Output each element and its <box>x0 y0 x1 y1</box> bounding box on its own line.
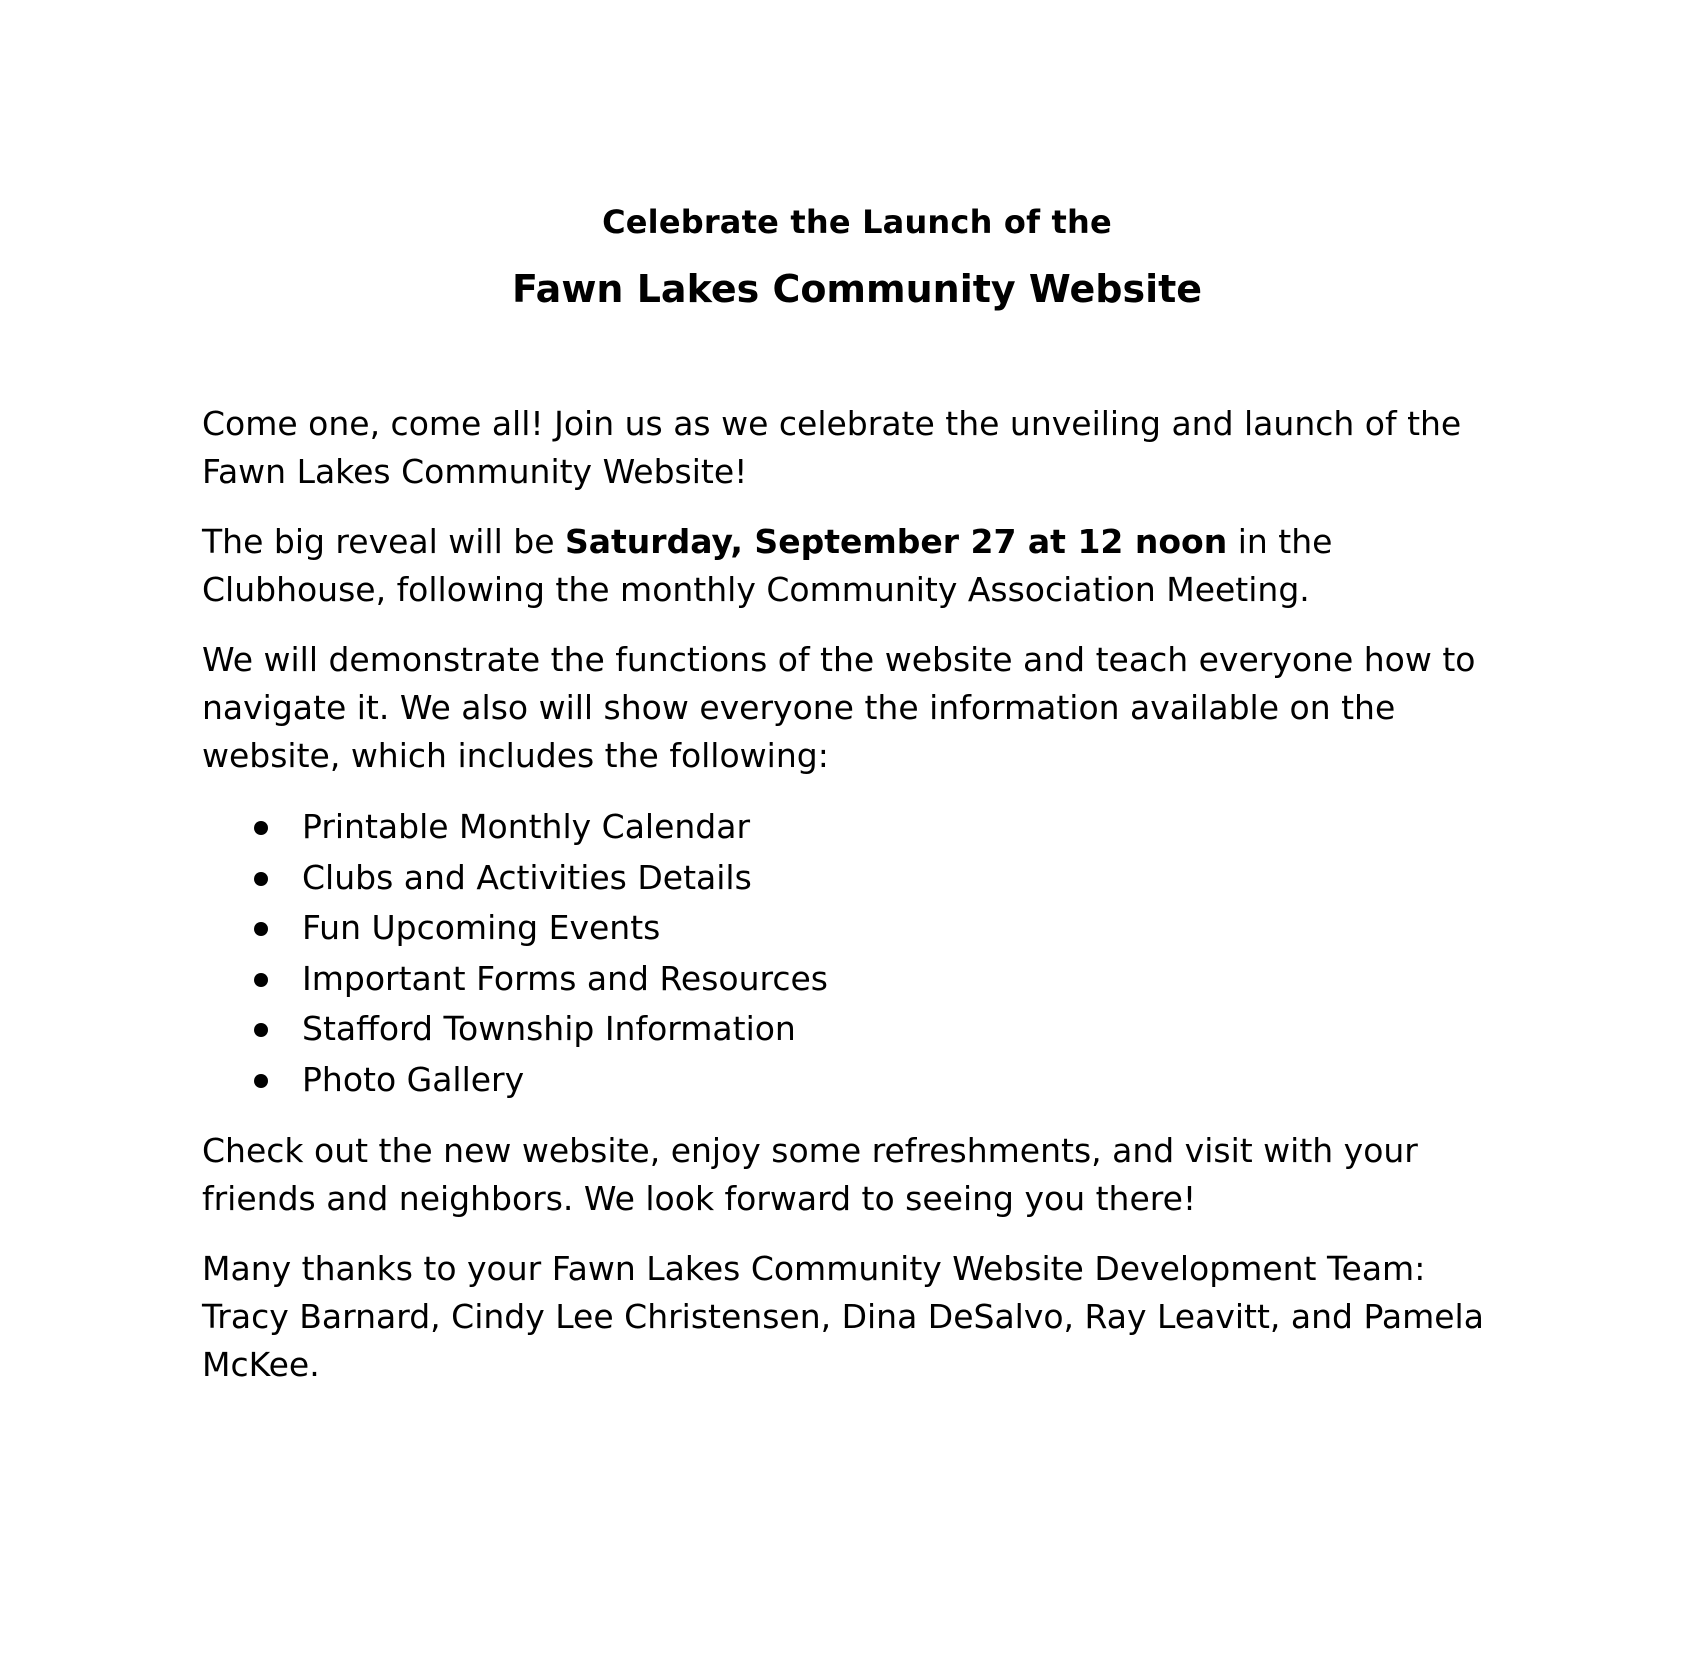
thanks-paragraph: Many thanks to your Fawn Lakes Community Website Development Team: Tracy Barnard, Cindy Lee Christensen, Dina DeSalvo, Ray Leavitt, and Pamela McKee. <box>202 1249 1484 1384</box>
reveal-paragraph <box>202 518 1512 614</box>
feature-label: Stafford Township Information <box>302 1009 796 1048</box>
page-title: Fawn Lakes Community Website <box>511 267 1203 311</box>
bullet-icon <box>254 973 268 987</box>
feature-label: Clubs and Activities Details <box>302 857 752 897</box>
reveal-suffix: in the Clubhouse, following the monthly Community Association Meeting. <box>202 522 1333 609</box>
reveal-date-time: Saturday, September 27 at 12 noon <box>565 522 1228 561</box>
feature-label: Important Forms and Resources <box>302 958 829 998</box>
list-item <box>202 903 1512 954</box>
list-item <box>202 802 1512 853</box>
bullet-icon <box>254 1074 268 1088</box>
feature-label: Fun Upcoming Events <box>302 908 661 947</box>
heading-eyebrow: Celebrate the Launch of the <box>602 203 1112 241</box>
flyer-page <box>202 200 1512 1411</box>
closing-paragraph: Check out the new website, enjoy some refreshments, and visit with your friends and neighbors. We look forward to seeing you there! <box>202 1131 1418 1218</box>
feature-label: Photo Gallery <box>302 1059 525 1099</box>
list-item <box>202 1004 1512 1055</box>
demo-paragraph: We will demonstrate the functions of the website and teach everyone how to navigate it. We also will show everyone the information available on the website, which includes the following: <box>202 640 1476 775</box>
features-list <box>202 802 1512 1105</box>
bullet-icon <box>254 922 268 936</box>
flyer-body <box>202 400 1512 1389</box>
list-item <box>202 954 1512 1005</box>
intro-paragraph: Come one, come all! Join us as we celebrate the unveiling and launch of the Fawn Lakes Community Website! <box>202 404 1462 491</box>
bullet-icon <box>254 821 268 835</box>
bullet-icon <box>254 872 268 886</box>
feature-label: Printable Monthly Calendar <box>302 807 751 846</box>
list-item <box>202 1055 1512 1106</box>
reveal-prefix: The big reveal will be <box>202 522 565 561</box>
bullet-icon <box>254 1023 268 1037</box>
list-item <box>202 853 1512 904</box>
